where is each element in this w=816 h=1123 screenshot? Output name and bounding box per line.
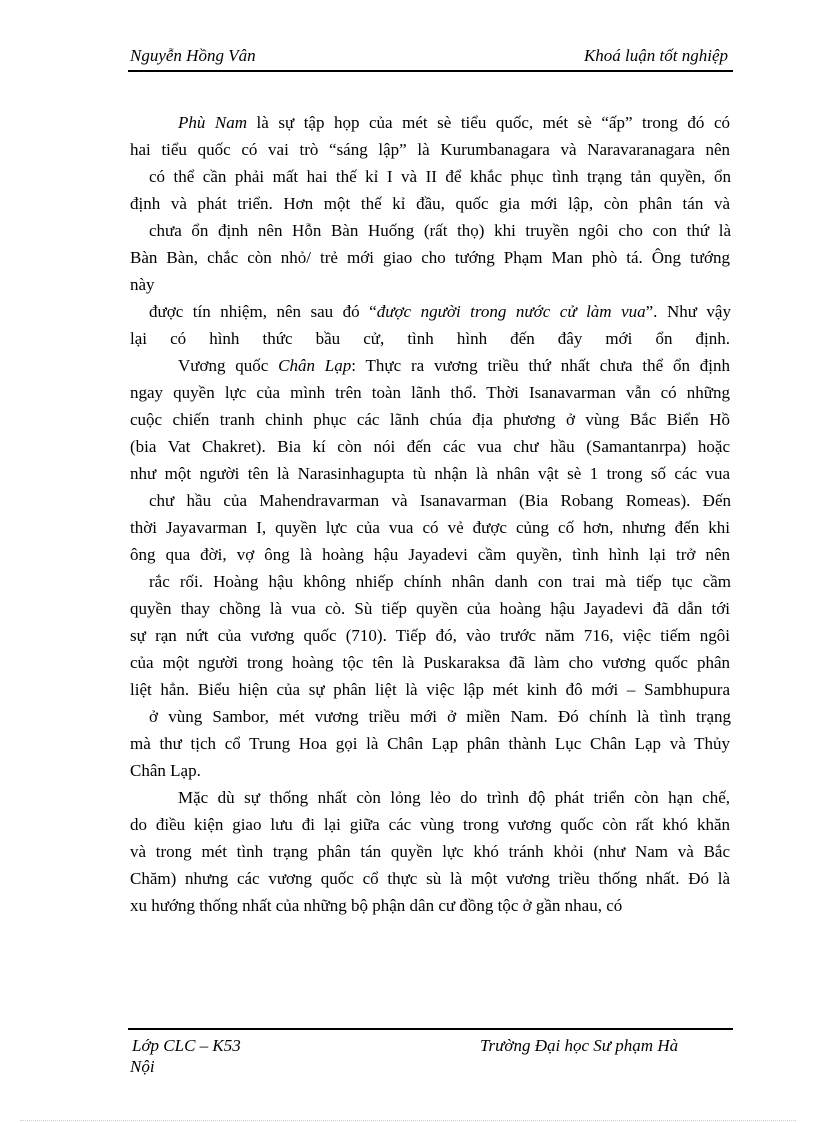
text-line	[130, 140, 730, 160]
header-author: Nguyễn Hồng Vân	[130, 46, 256, 65]
text-span: quyền thay chồng là vua cò. Sù tiếp quyền của hoàng hậu Jayadevi đã dẫn tới	[130, 599, 730, 618]
header-doc-type: Khoá luận tốt nghiệp	[583, 46, 728, 65]
text-span: do điều kiện giao lưu đi lại giữa các vùng trong vương quốc còn rất khó khăn	[130, 815, 730, 834]
text-line	[130, 275, 155, 295]
text-line	[130, 329, 730, 349]
text-span: (bia Vat Chakret). Bia kí còn nói đến các vua chư hầu (Samantanrpa) hoặc	[130, 437, 730, 456]
text-span: mà thư tịch cổ Trung Hoa gọi là Chân Lạp phân thành Lục Chân Lạp và Thủy	[130, 734, 730, 753]
text-line	[149, 491, 731, 511]
text-span: sự rạn nứt của vương quốc (710). Tiếp đó, vào trước năm 716, việc tiếm ngôi	[130, 626, 730, 645]
text-span: này	[130, 275, 155, 294]
text-line	[130, 437, 730, 457]
footer-class: Lớp CLC – K53	[132, 1036, 241, 1055]
text-span: có thể cần phải mất hai thế kỉ I và II để khắc phục tình trạng tản quyền, ổn	[149, 167, 731, 186]
text-line	[130, 734, 730, 754]
page-edge-divider	[20, 1120, 796, 1121]
text-span: của một người trong hoàng tộc tên là Puskaraksa đã làm cho vương quốc phân	[130, 653, 730, 672]
italic-span: được người trong nước cử làm vua	[376, 302, 646, 321]
text-span: Chân Lạp.	[130, 761, 201, 780]
text-span: Mặc dù sự thống nhất còn lỏng lẻo do trình độ phát triển còn hạn chế,	[178, 788, 730, 807]
text-line	[130, 545, 730, 565]
text-span: ”. Như vậy	[645, 302, 731, 321]
text-span: thời Jayavarman I, quyền lực của vua có vẻ được củng cố hơn, nhưng đến khi	[130, 518, 730, 537]
text-span: : Thực ra vương triều thứ nhất chưa thể ổn định	[351, 356, 731, 375]
text-span: như một người tên là Narasinhagupta tù nhận là nhân vật sè 1 trong số các vua	[130, 464, 730, 483]
text-line	[130, 680, 730, 700]
header-rule	[128, 70, 733, 72]
text-span: ngay quyền lực của mình trên toàn lãnh thổ. Thời Isanavarman vẫn có những	[130, 383, 730, 402]
text-line	[130, 626, 730, 646]
footer-school-cont: Nội	[130, 1057, 155, 1076]
text-span: lại có hình thức bầu cử, tình hình đến đây mới ổn định.	[130, 329, 730, 348]
footer-school: Trường Đại học Sư phạm Hà	[480, 1036, 679, 1055]
text-line	[130, 896, 622, 916]
text-line	[130, 383, 730, 403]
text-span: ông qua đời, vợ ông là hoàng hậu Jayadevi cầm quyền, tình hình lại trở nên	[130, 545, 730, 564]
text-line	[130, 653, 730, 673]
text-line	[178, 113, 730, 133]
text-span: ở vùng Sambor, mét vương triều mới ở miền Nam. Đó chính là tình trạng	[149, 707, 731, 726]
text-span: rắc rối. Hoàng hậu không nhiếp chính nhân danh con trai mà tiếp tục cầm	[149, 572, 731, 591]
text-span: liệt hẳn. Biểu hiện của sự phân liệt là việc lập mét kinh đô mới – Sambhupura	[130, 680, 730, 699]
text-line	[130, 761, 201, 781]
text-span: cuộc chiến tranh chinh phục các lãnh chúa địa phương ở vùng Bắc Biển Hồ	[130, 410, 730, 429]
text-span: hai tiểu quốc có vai trò “sáng lập” là Kurumbanagara và Naravaranagara nên	[130, 140, 730, 159]
text-span: là sự tập họp của mét sè tiểu quốc, mét sè “ấp” trong đó có	[247, 113, 730, 132]
text-line	[130, 194, 730, 214]
text-line	[149, 302, 731, 322]
text-line	[130, 518, 730, 538]
text-line	[178, 788, 730, 808]
text-line	[130, 815, 730, 835]
footer-rule	[128, 1028, 733, 1030]
text-span: định và phát triển. Hơn một thế kỉ đầu, quốc gia mới lập, còn phân tán và	[130, 194, 730, 213]
text-line	[130, 842, 730, 862]
text-line	[149, 572, 731, 592]
text-span: Bàn Bàn, chắc còn nhỏ/ trẻ mới giao cho tướng Phạm Man phò tá. Ông tướng	[130, 248, 730, 267]
italic-span: Chân Lạp	[278, 356, 352, 375]
text-span: Vương quốc	[178, 356, 279, 375]
text-line	[178, 356, 730, 376]
text-line	[130, 248, 730, 268]
text-line	[130, 464, 730, 484]
text-span: chư hầu của Mahendravarman và Isanavarman (Bia Robang Romeas). Đến	[149, 491, 731, 510]
italic-span: Phù Nam	[178, 113, 248, 132]
text-span: và trong mét tình trạng phân tán quyền lực khó tránh khỏi (như Nam và Bắc	[130, 842, 730, 861]
text-line	[149, 707, 731, 727]
text-span: được tín nhiệm, nên sau đó “	[149, 302, 377, 321]
text-line	[149, 167, 731, 187]
text-line	[149, 221, 731, 241]
text-span: Chăm) nhưng các vương quốc cổ thực sù là một vương triều thống nhất. Đó là	[130, 869, 730, 888]
text-line	[130, 410, 730, 430]
text-span: chưa ổn định nên Hỗn Bàn Huống (rất thọ) khi truyền ngôi cho con thứ là	[149, 221, 731, 240]
text-span: xu hướng thống nhất của những bộ phận dân cư đồng tộc ở gần nhau, có	[130, 896, 623, 915]
text-line	[130, 599, 730, 619]
text-line	[130, 869, 730, 889]
